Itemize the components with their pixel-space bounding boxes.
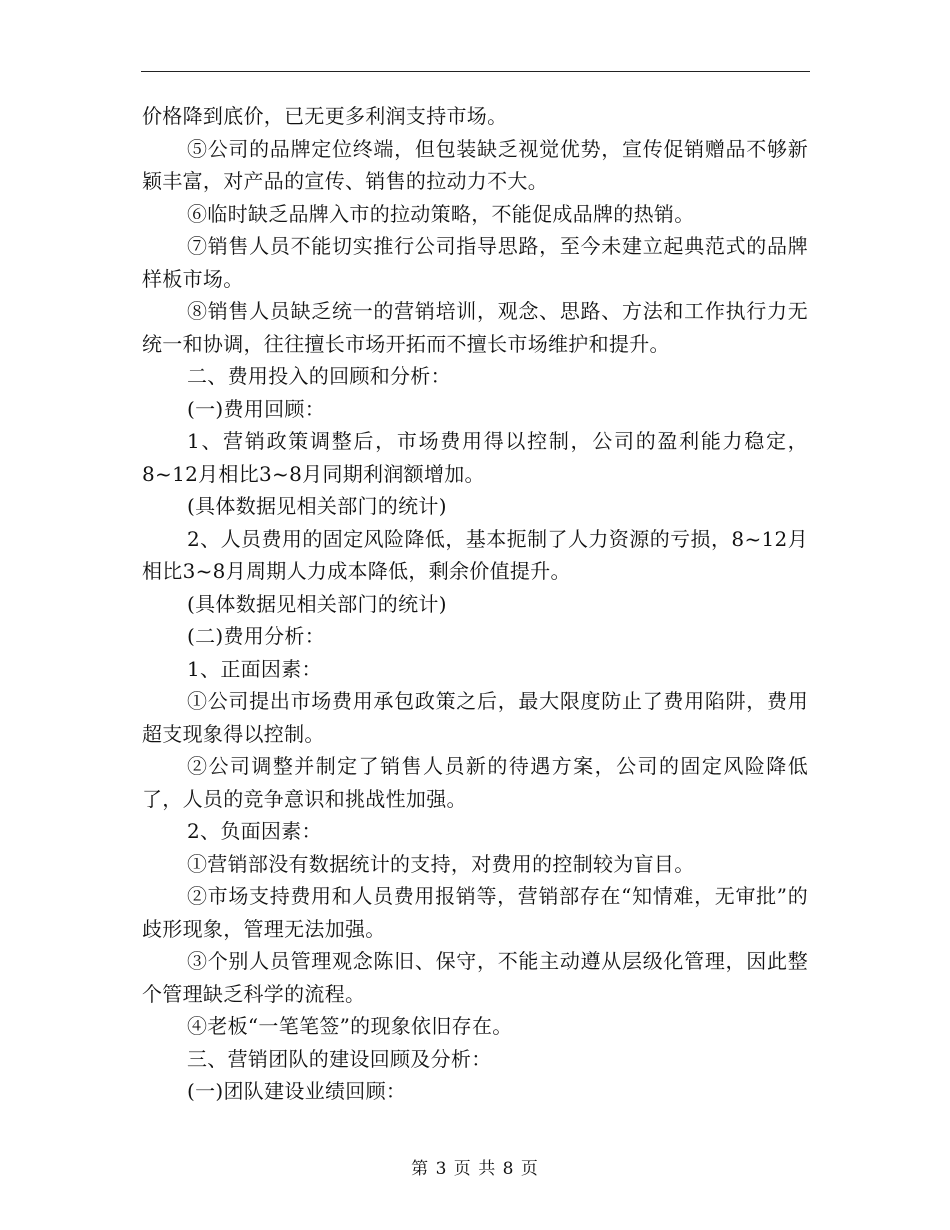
paragraph: (一)费用回顾： bbox=[187, 396, 326, 421]
paragraph: (二)费用分析： bbox=[187, 624, 326, 648]
paragraph: 价格降到底价，已无更多利润支持市场。 bbox=[142, 104, 508, 128]
document-body bbox=[142, 100, 808, 1108]
paragraph: (具体数据见相关部门的统计) bbox=[187, 591, 447, 616]
paragraph: ③个别人员管理观念陈旧、保守，不能主动遵从层级化管理，因此整个管理缺乏科学的流程。 bbox=[142, 949, 808, 1006]
paragraph: (一)团队建设业绩回顾： bbox=[187, 1079, 407, 1103]
paragraph: 2、人员费用的固定风险降低，基本扼制了人力资源的亏损，8~12月相比3~8月周期人力成本降低，剩余价值提升。 bbox=[142, 526, 808, 583]
paragraph: 2、负面因素： bbox=[187, 819, 322, 843]
paragraph: 三、营销团队的建设回顾及分析： bbox=[187, 1046, 492, 1071]
header-rule bbox=[141, 71, 810, 72]
paragraph: ①公司提出市场费用承包政策之后，最大限度防止了费用陷阱，费用超支现象得以控制。 bbox=[142, 689, 808, 746]
page-footer: 第 3 页 共 8 页 bbox=[411, 1159, 539, 1179]
paragraph: ④老板“一笔笔签”的现象依旧存在。 bbox=[187, 1014, 513, 1038]
paragraph: ②公司调整并制定了销售人员新的待遇方案，公司的固定风险降低了，人员的竞争意识和挑战性加强。 bbox=[142, 754, 808, 811]
paragraph: 二、费用投入的回顾和分析： bbox=[187, 364, 451, 388]
paragraph: (具体数据见相关部门的统计) bbox=[187, 494, 447, 518]
paragraph: ①营销部没有数据统计的支持，对费用的控制较为盲目。 bbox=[187, 851, 695, 876]
paragraph: 1、正面因素： bbox=[187, 656, 322, 681]
paragraph: ②市场支持费用和人员费用报销等，营销部存在“知情难，无审批”的歧形现象，管理无法加强。 bbox=[142, 884, 808, 941]
paragraph: 1、营销政策调整后，市场费用得以控制，公司的盈利能力稳定，8~12月相比3~8月同期利润额增加。 bbox=[142, 429, 808, 486]
paragraph: ⑧销售人员缺乏统一的营销培训，观念、思路、方法和工作执行力无统一和协调，往往擅长市场开拓而不擅长市场维护和提升。 bbox=[142, 299, 808, 356]
paragraph: ⑦销售人员不能切实推行公司指导思路，至今未建立起典范式的品牌样板市场。 bbox=[142, 234, 808, 291]
paragraph: ⑤公司的品牌定位终端，但包装缺乏视觉优势，宣传促销赠品不够新颖丰富，对产品的宣传、销售的拉动力不大。 bbox=[142, 136, 808, 193]
paragraph: ⑥临时缺乏品牌入市的拉动策略，不能促成品牌的热销。 bbox=[187, 201, 695, 226]
